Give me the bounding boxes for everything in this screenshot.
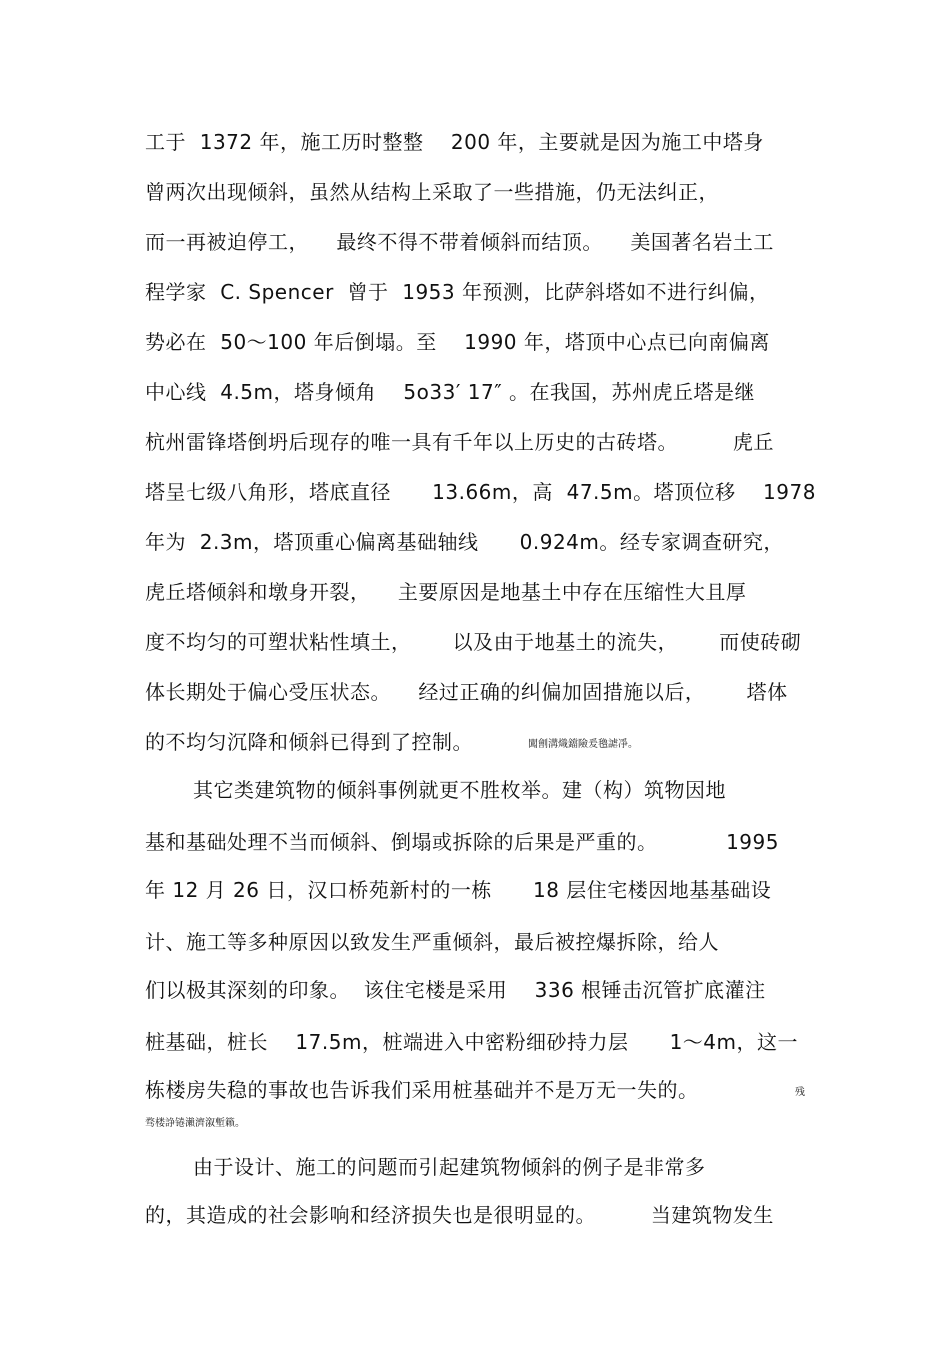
text-line: 年 12 月 26 日，汉口桥苑新村的一栋 18 层住宅楼因地基基础设 bbox=[145, 878, 772, 902]
text-line: 基和基础处理不当而倾斜、倒塌或拆除的后果是严重的。 1995 bbox=[145, 830, 779, 854]
paragraph-first-line: 由于设计、施工的问题而引起建筑物倾斜的例子是非常多 bbox=[193, 1155, 706, 1179]
text-line: 度不均匀的可塑状粘性填土， 以及由于地基土的流失， 而使砖砌 bbox=[145, 630, 802, 654]
text-line: 工于 1372 年，施工历时整整 200 年，主要就是因为施工中塔身 bbox=[145, 130, 764, 154]
small-note: 残 bbox=[795, 1087, 805, 1098]
text-line: 的，其造成的社会影响和经济损失也是很明显的。 当建筑物发生 bbox=[145, 1203, 774, 1227]
paragraph-first-line: 其它类建筑物的倾斜事例就更不胜枚举。建（构）筑物因地 bbox=[193, 778, 726, 802]
text-line: 们以极其深刻的印象。 该住宅楼是采用 336 根锤击沉管扩底灌注 bbox=[145, 978, 766, 1002]
text-line: 程学家 C. Spencer 曾于 1953 年预测，比萨斜塔如不进行纠偏， bbox=[145, 280, 770, 304]
text-line: 中心线 4.5m，塔身倾角 5o33′ 17″ 。在我国，苏州虎丘塔是继 bbox=[145, 380, 756, 404]
text-line: 计、施工等多种原因以致发生严重倾斜，最后被控爆拆除，给人 bbox=[145, 930, 719, 954]
text-line: 体长期处于偏心受压状态。 经过正确的纠偏加固措施以后， 塔体 bbox=[145, 680, 788, 704]
text-line: 虎丘塔倾斜和墩身开裂， 主要原因是地基土中存在压缩性大且厚 bbox=[145, 580, 747, 604]
text-line: 年为 2.3m，塔顶重心偏离基础轴线 0.924m。经专家调查研究， bbox=[145, 530, 784, 554]
small-note: 骛楼諍锩瀨濟溆塹籟。 bbox=[145, 1118, 245, 1129]
text-line: 势必在 50～100 年后倒塌。至 1990 年，塔顶中心点已向南偏离 bbox=[145, 330, 770, 354]
text-line: 杭州雷锋塔倒坍后现存的唯一具有千年以上历史的古砖塔。 虎丘 bbox=[145, 430, 774, 454]
text-line: 塔呈七级八角形，塔底直径 13.66m，高 47.5m。塔顶位移 1978 bbox=[145, 480, 816, 504]
text-line: 曾两次出现倾斜，虽然从结构上采取了一些措施，仍无法纠正， bbox=[145, 180, 719, 204]
text-line: 而一再被迫停工， 最终不得不带着倾斜而结顶。 美国著名岩土工 bbox=[145, 230, 774, 254]
text-line: 的不均匀沉降和倾斜已得到了控制。 bbox=[145, 730, 473, 754]
text-line: 栋楼房失稳的事故也告诉我们采用桩基础并不是万无一失的。 bbox=[145, 1078, 699, 1102]
small-note: 闖劊溝熾鐺險爰氌謔凈。 bbox=[528, 739, 638, 750]
text-line: 桩基础，桩长 17.5m，桩端进入中密粉细砂持力层 1～4m，这一 bbox=[145, 1030, 799, 1054]
